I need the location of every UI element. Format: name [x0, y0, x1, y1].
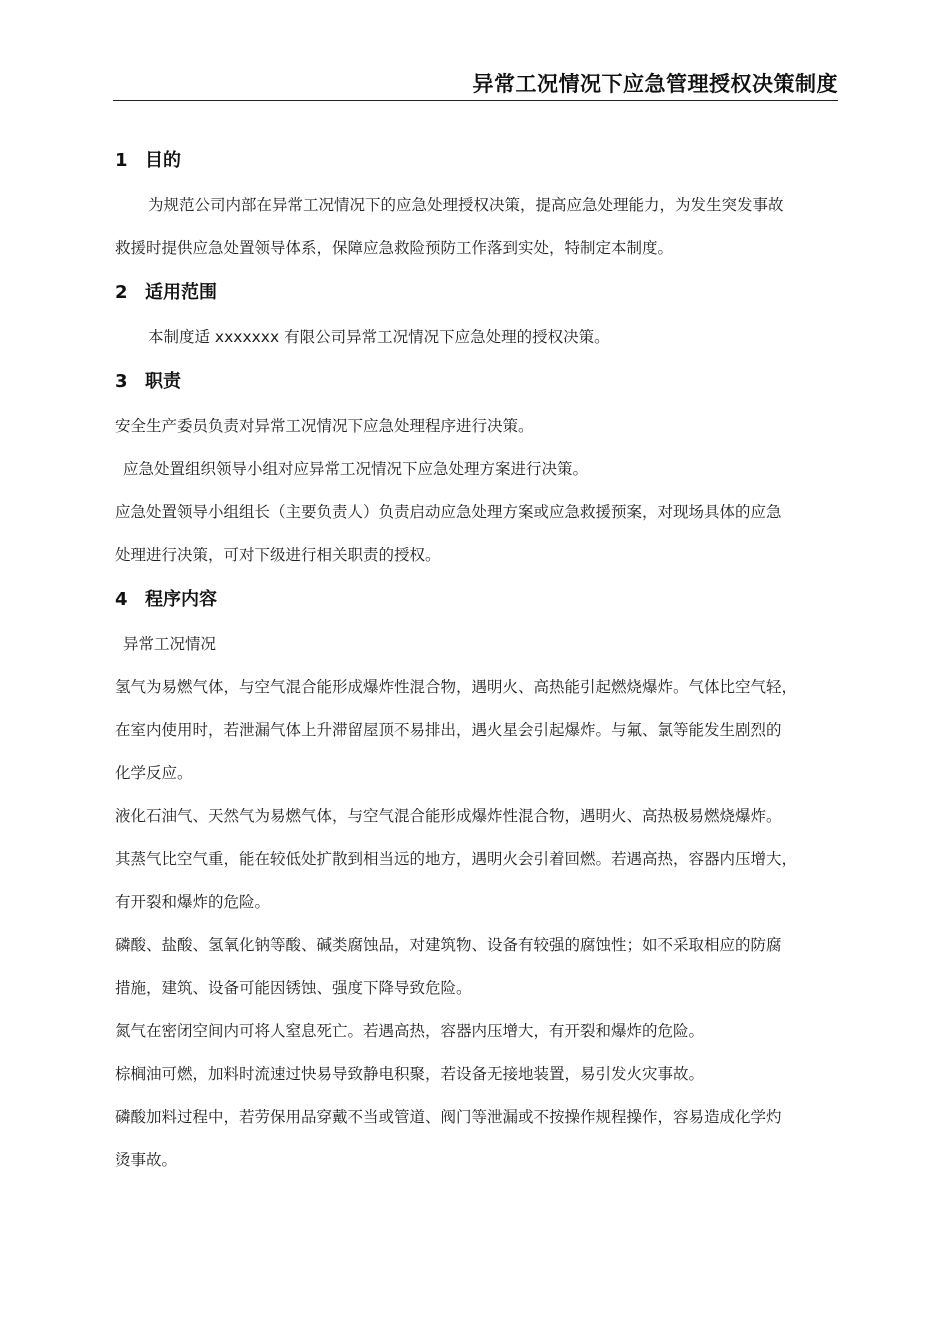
- paragraph-line: 救援时提供应急处置领导体系，保障应急救险预防工作落到实处，特制定本制度。: [115, 239, 674, 257]
- paragraph-line: 棕榈油可燃，加料时流速过快易导致静电积聚，若设备无接地装置，易引发火灾事故。: [115, 1065, 705, 1083]
- section-number: 3: [115, 371, 128, 392]
- section-number: 2: [115, 282, 128, 303]
- paragraph-line: 液化石油气、天然气为易燃气体，与空气混合能形成爆炸性混合物，遇明火、高热极易燃烧爆炸。: [115, 807, 782, 825]
- section-title: 程序内容: [145, 589, 217, 610]
- paragraph-line: 氮气在密闭空间内可将人窒息死亡。若遇高热，容器内压增大，有开裂和爆炸的危险。: [115, 1022, 705, 1040]
- section-heading-scope: [115, 270, 838, 316]
- paragraph-line: 有开裂和爆炸的危险。: [115, 893, 271, 911]
- page-header: [113, 64, 838, 101]
- subsection-title: 异常工况情况: [123, 635, 217, 653]
- paragraph-line: 磷酸、盐酸、氢氧化钠等酸、碱类腐蚀品，对建筑物、设备有较强的腐蚀性；如不采取相应的防腐: [115, 936, 782, 954]
- paragraph-line: 为规范公司内部在异常工况情况下的应急处理授权决策，提高应急处理能力，为发生突发事故: [148, 196, 784, 214]
- document-body: [115, 138, 838, 1182]
- paragraph-line: 在室内使用时，若泄漏气体上升滞留屋顶不易排出，遇火星会引起爆炸。与氟、氯等能发生剧烈的: [115, 721, 782, 739]
- section-title: 适用范围: [145, 282, 217, 303]
- paragraph-line: 氢气为易燃气体，与空气混合能形成爆炸性混合物，遇明火、高热能引起燃烧爆炸。气体比空气轻，: [115, 678, 798, 696]
- section-number: 1: [115, 150, 128, 171]
- section-title: 职责: [145, 371, 181, 392]
- paragraph-line: 处理进行决策，可对下级进行相关职责的授权。: [115, 546, 441, 564]
- section-heading-procedure: [115, 577, 838, 623]
- paragraph-line: 应急处置领导小组组长（主要负责人）负责启动应急处理方案或应急救援预案，对现场具体的应急: [115, 503, 782, 521]
- document-title: 异常工况情况下应急管理授权决策制度: [472, 72, 838, 96]
- paragraph-line: 磷酸加料过程中，若劳保用品穿戴不当或管道、阀门等泄漏或不按操作规程操作，容易造成化学灼: [115, 1108, 782, 1126]
- section-heading-responsibilities: [115, 359, 838, 405]
- paragraph-line: 其蒸气比空气重，能在较低处扩散到相当远的地方，遇明火会引着回燃。若遇高热，容器内压增大，: [115, 850, 798, 868]
- paragraph-line: 烫事故。: [115, 1151, 178, 1169]
- paragraph-line: 化学反应。: [115, 764, 193, 782]
- paragraph-line: 措施，建筑、设备可能因锈蚀、强度下降导致危险。: [115, 979, 472, 997]
- section-title: 目的: [145, 150, 181, 171]
- section-heading-purpose: [115, 138, 838, 184]
- paragraph-line: 安全生产委员负责对异常工况情况下应急处理程序进行决策。: [115, 417, 534, 435]
- section-number: 4: [115, 589, 128, 610]
- paragraph-line: 应急处置组织领导小组对应异常工况情况下应急处理方案进行决策。: [123, 460, 589, 478]
- paragraph-line: 本制度适 xxxxxxx 有限公司异常工况情况下应急处理的授权决策。: [148, 328, 610, 346]
